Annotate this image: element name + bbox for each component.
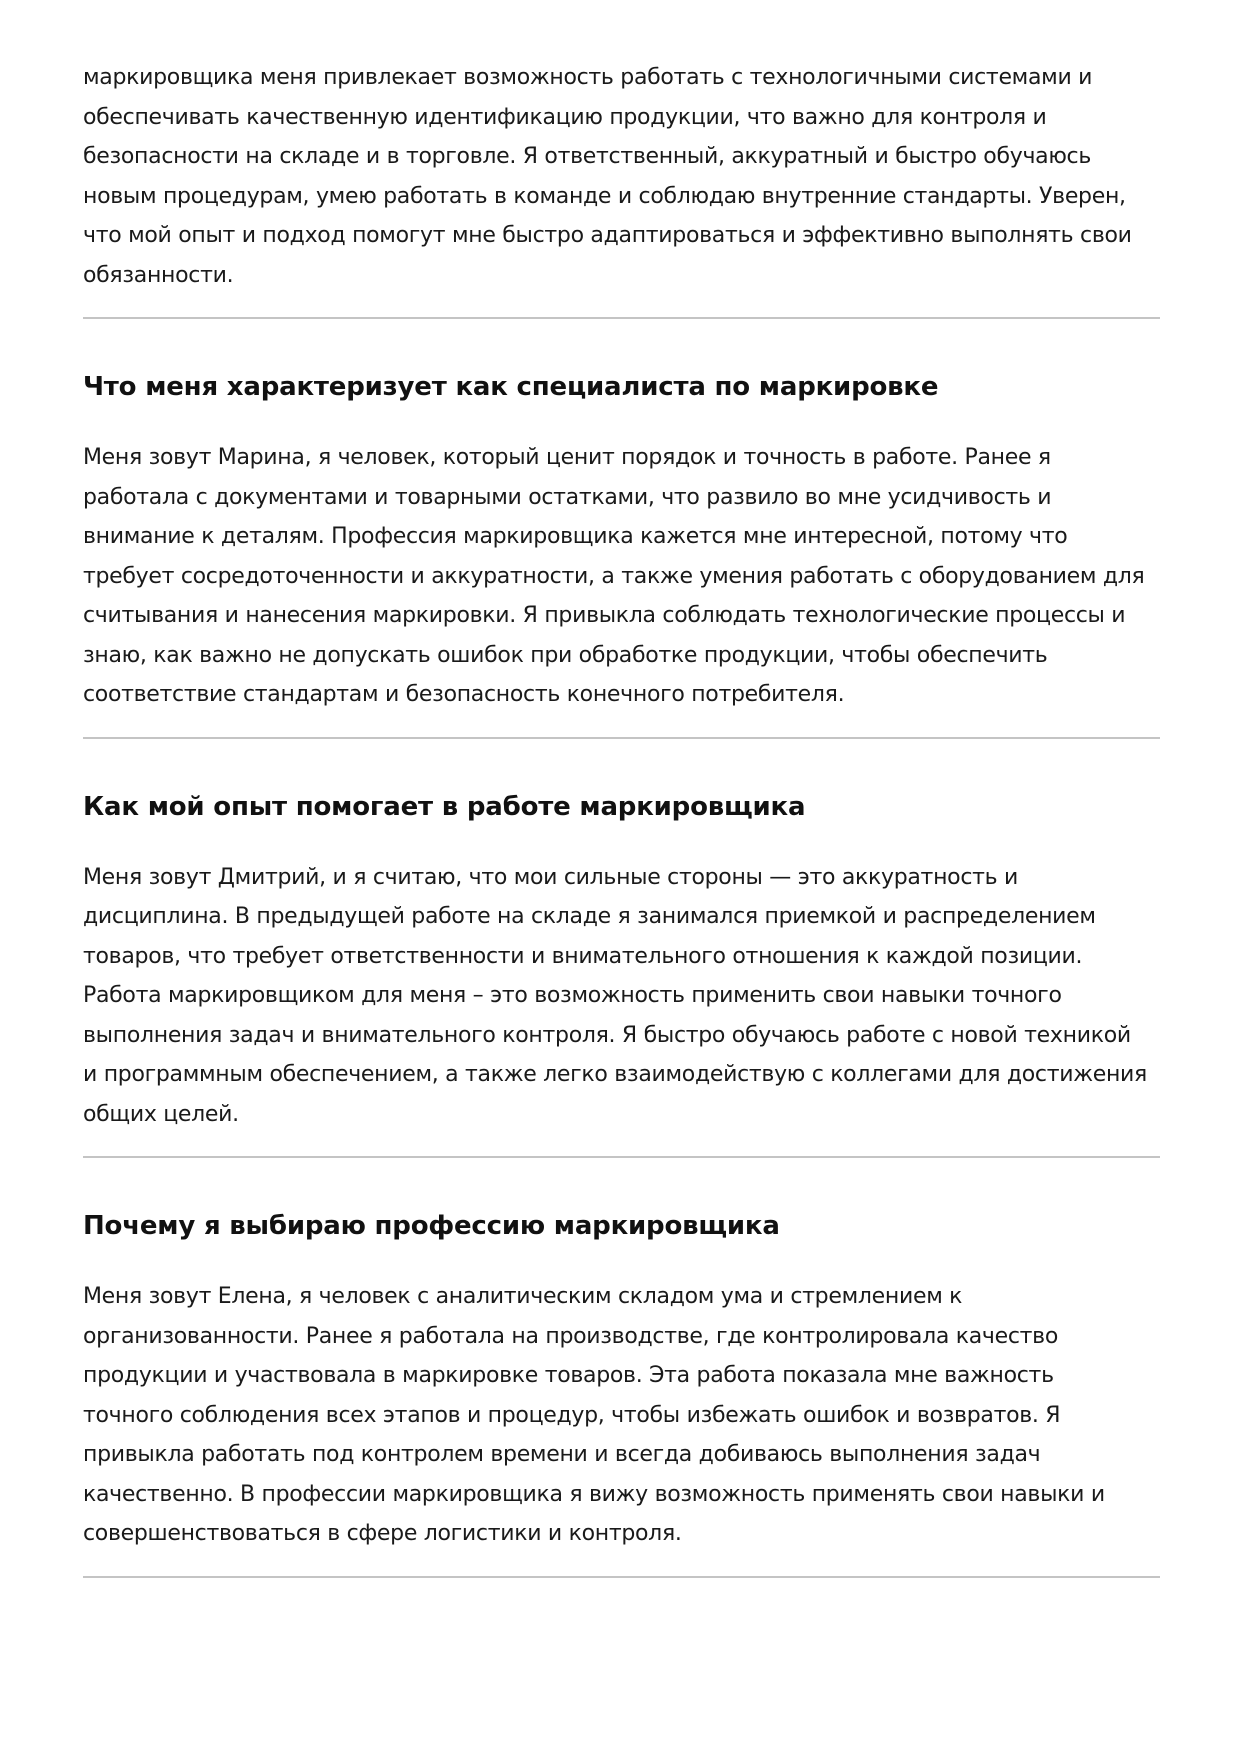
section-paragraph-dmitry: Меня зовут Дмитрий, и я считаю, что мои сильные стороны — это аккуратность и дисциплина. В предыдущей работе на складе я занимался приемкой и распределением товаров, что требует ответственности и внимательного отношения к каждой позиции. Работа маркировщиком для меня – это возможность применить свои навыки точного выполнения задач и внимательного контроля. Я быстро обучаюсь работе с новой техникой и программным обеспечением, а также легко взаимодействую с коллегами для достижения общих целей. — [83, 864, 1147, 1127]
section-paragraph-elena: Меня зовут Елена, я человек с аналитическим складом ума и стремлением к организованности. Ранее я работала на производстве, где контролировала качество продукции и участвовала в маркировке товаров. Эта работа показала мне важность точного соблюдения всех этапов и процедур, чтобы избежать ошибок и возвратов. Я привыкла работать под контролем времени и всегда добиваюсь выполнения задач качественно. В профессии маркировщика я вижу возможность применять свои навыки и совершенствоваться в сфере логистики и контроля. — [83, 1284, 1105, 1546]
section-heading-dmitry: Как мой опыт помогает в работе маркировщика — [83, 791, 806, 822]
section-divider — [83, 317, 1160, 319]
section-divider — [83, 1576, 1160, 1578]
intro-paragraph: маркировщика меня привлекает возможность работать с технологичными системами и обеспечивать качественную идентификацию продукции, что важно для контроля и безопасности на складе и в торговле. Я ответственный, аккуратный и быстро обучаюсь новым процедурам, умею работать в команде и соблюдаю внутренние стандарты. Уверен, что мой опыт и подход помогут мне быстро адаптироваться и эффективно выполнять свои обязанности. — [83, 65, 1132, 288]
section-heading-elena: Почему я выбираю профессию маркировщика — [83, 1211, 780, 1241]
section-paragraph-marina: Меня зовут Марина, я человек, который ценит порядок и точность в работе. Ранее я работала с документами и товарными остатками, что развило во мне усидчивость и внимание к деталям. Профессия маркировщика кажется мне интересной, потому что требует сосредоточенности и аккуратности, а также умения работать с оборудованием для считывания и нанесения маркировки. Я привыкла соблюдать технологические процессы и знаю, как важно не допускать ошибок при обработке продукции, чтобы обеспечить соответствие стандартам и безопасность конечного потребителя. — [83, 445, 1145, 707]
section-heading-marina: Что меня характеризует как специалиста по маркировке — [83, 372, 939, 402]
section-divider — [83, 1156, 1160, 1158]
section-divider — [83, 737, 1160, 739]
